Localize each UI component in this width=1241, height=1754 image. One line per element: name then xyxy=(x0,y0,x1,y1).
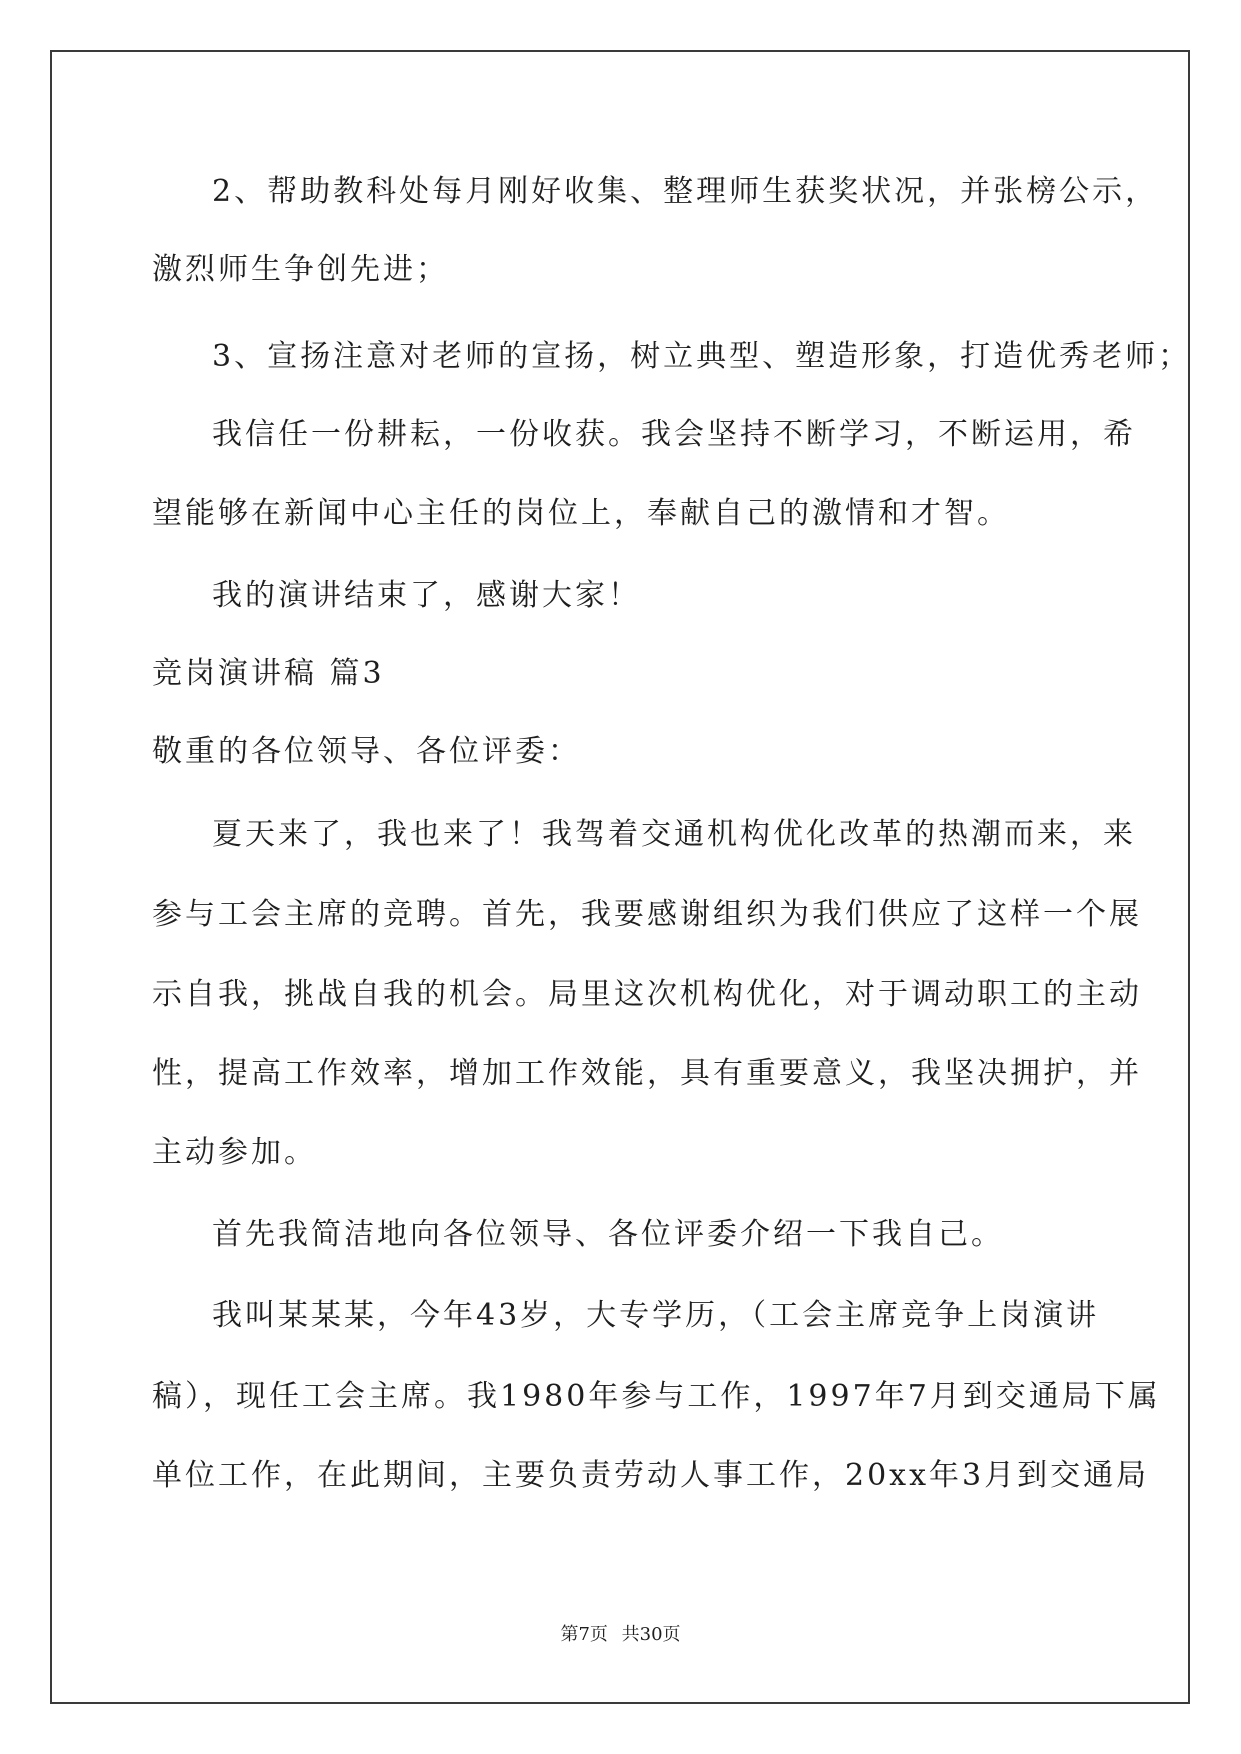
page-footer xyxy=(0,1623,1241,1647)
paragraph-line: 3、宣扬注意对老师的宣扬，树立典型、塑造形象，打造优秀老师； xyxy=(212,339,1192,374)
paragraph-line: 参与工会主席的竞聘。首先，我要感谢组织为我们供应了这样一个展 xyxy=(152,897,1142,932)
paragraph-line: 稿），现任工会主席。我1980年参与工作，1997年7月到交通局下属 xyxy=(152,1379,1161,1414)
paragraph-line: 我叫某某某，今年43岁，大专学历，（工会主席竞争上岗演讲 xyxy=(212,1298,1100,1333)
section-heading: 竞岗演讲稿 篇3 xyxy=(152,656,385,691)
paragraph-line: 夏天来了，我也来了！我驾着交通机构优化改革的热潮而来，来 xyxy=(212,817,1136,852)
paragraph-line: 首先我简洁地向各位领导、各位评委介绍一下我自己。 xyxy=(212,1217,1004,1252)
paragraph-line: 我的演讲结束了，感谢大家！ xyxy=(212,578,641,613)
paragraph-line: 我信任一份耕耘，一份收获。我会坚持不断学习，不断运用，希 xyxy=(212,417,1136,452)
paragraph-line: 示自我，挑战自我的机会。局里这次机构优化，对于调动职工的主动 xyxy=(152,977,1142,1012)
salutation: 敬重的各位领导、各位评委： xyxy=(152,734,581,769)
paragraph-line: 主动参加。 xyxy=(152,1135,317,1170)
page-number-current: 第7页 xyxy=(560,1624,608,1645)
paragraph-line: 2、帮助教科处每月刚好收集、整理师生获奖状况，并张榜公示， xyxy=(212,174,1159,209)
paragraph-line: 单位工作，在此期间，主要负责劳动人事工作，20xx年3月到交通局 xyxy=(152,1458,1150,1493)
paragraph-line: 望能够在新闻中心主任的岗位上，奉献自己的激情和才智。 xyxy=(152,496,1010,531)
page-number-total: 共30页 xyxy=(621,1624,681,1645)
paragraph-line: 激烈师生争创先进； xyxy=(152,252,449,287)
paragraph-line: 性，提高工作效率，增加工作效能，具有重要意义，我坚决拥护，并 xyxy=(152,1056,1142,1091)
